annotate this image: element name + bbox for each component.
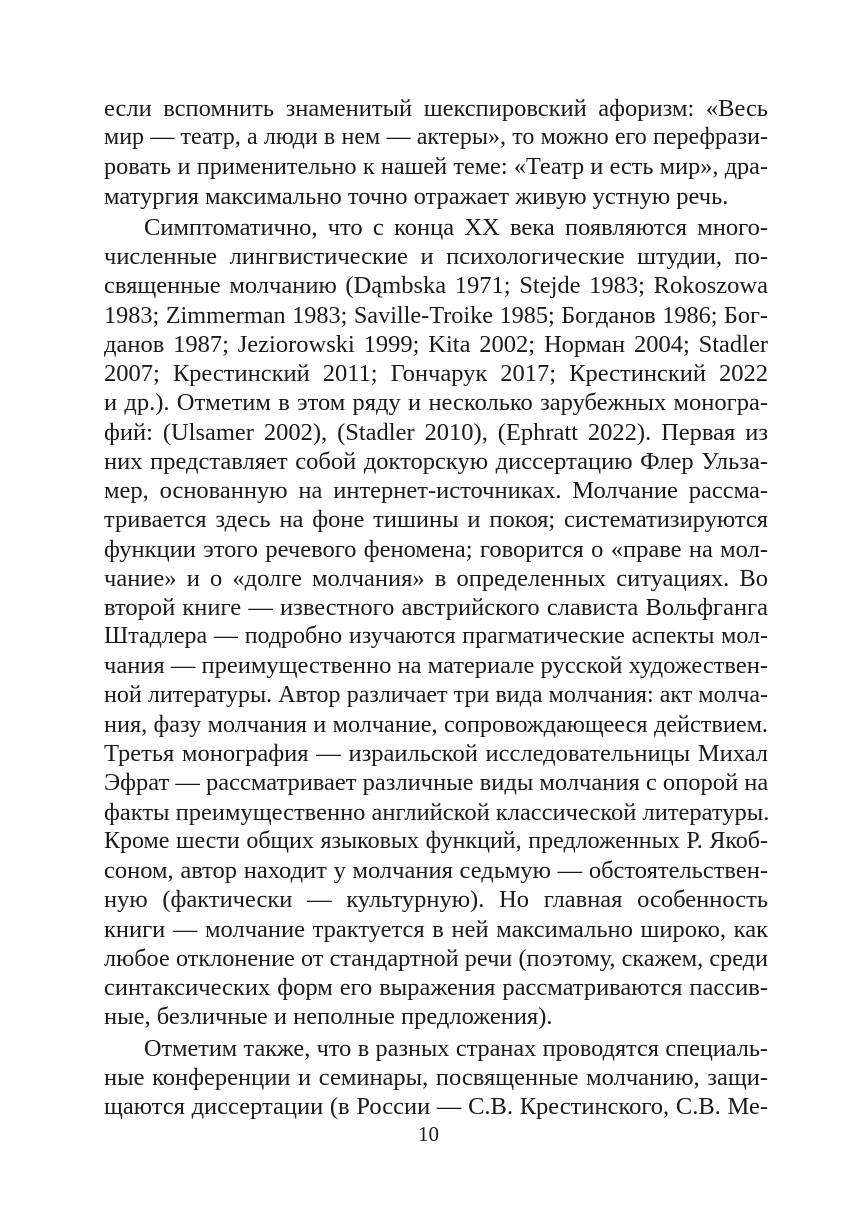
text-line: ния, фазу молчания и молчание, сопровождающееся действием. [104, 711, 768, 738]
text-line: Штадлера — подробно изучаются прагматические аспекты мол- [104, 623, 768, 649]
text-line: функции этого речевого феномена; говорится о «праве на мол- [104, 536, 768, 563]
text-line: ные конференции и семинары, посвященные молчанию, защи- [104, 1064, 768, 1091]
text-line: синтаксических форм его выражения рассматриваются пассив- [104, 974, 768, 1001]
text-line: Третья монография — израильской исследовательницы Михал [104, 740, 768, 767]
text-line: тривается здесь на фоне тишины и покоя; систематизируются [104, 506, 768, 533]
text-line: чание» и о «долге молчания» в определенных ситуациях. Во [104, 565, 768, 592]
text-line: фий: (Ulsamer 2002), (Stadler 2010), (Ephratt 2022). Первая из [104, 419, 768, 446]
text-line: щаются диссертации (в России — С.В. Крестинского, С.В. Ме- [104, 1093, 768, 1120]
text-line: 1983; Zimmerman 1983; Saville-Troike 1985; Богданов 1986; Бог- [104, 302, 768, 329]
text-line: данов 1987; Jeziorowski 1999; Kita 2002; Норман 2004; Stadler [104, 331, 768, 358]
text-line: численные лингвистические и психологические штудии, по- [104, 243, 768, 270]
text-line: Эфрат — рассматривает различные виды молчания с опорой на [104, 769, 769, 796]
text-line: второй книге — известного австрийского слависта Вольфганга [104, 594, 768, 621]
text-line: Симптоматично, что с конца XX века появляются много- [144, 214, 768, 241]
page-number: 10 [418, 1122, 439, 1146]
text-line: ровать и применительно к нашей теме: «Театр и есть мир», дра- [104, 153, 768, 180]
text-line: мир — театр, а люди в нем — актеры», то можно его перефрази- [104, 124, 768, 150]
text-line: матургия максимально точно отражает живую устную речь. [104, 183, 729, 210]
text-line: Отметим также, что в разных странах проводятся специаль- [144, 1035, 768, 1062]
text-line: и др.). Отметим в этом ряду и несколько зарубежных моногра- [104, 389, 768, 416]
text-line: соном, автор находит у молчания седьмую — обстоятельствен- [104, 857, 768, 884]
text-line: ной литературы. Автор различает три вида молчания: акт молча- [104, 682, 768, 708]
text-line: факты преимущественно английской классической литературы. [104, 799, 770, 826]
text-line: любое отклонение от стандартной речи (поэтому, скажем, среди [104, 945, 768, 972]
text-line: мер, основанную на интернет-источниках. Молчание рассма- [104, 477, 768, 504]
text-line: 2007; Крестинский 2011; Гончарук 2017; Крестинский 2022 [104, 360, 768, 387]
text-line: книги — молчание трактуется в ней максимально широко, как [104, 916, 768, 943]
text-line: ную (фактически — культурную). Но главная особенность [104, 886, 768, 913]
text-line: если вспомнить знаменитый шекспировский афоризм: «Весь [104, 95, 768, 122]
text-line: священные молчанию (Dąmbska 1971; Stejde 1983; Rokoszowa [104, 272, 768, 299]
text-line: ные, безличные и неполные предложения). [104, 1003, 553, 1030]
text-line: Кроме шести общих языковых функций, предложенных Р. Якоб- [104, 828, 768, 854]
text-line: чания — преимущественно на материале русской художествен- [104, 652, 768, 679]
text-line: них представляет собой докторскую диссертацию Флер Ульза- [104, 448, 768, 475]
